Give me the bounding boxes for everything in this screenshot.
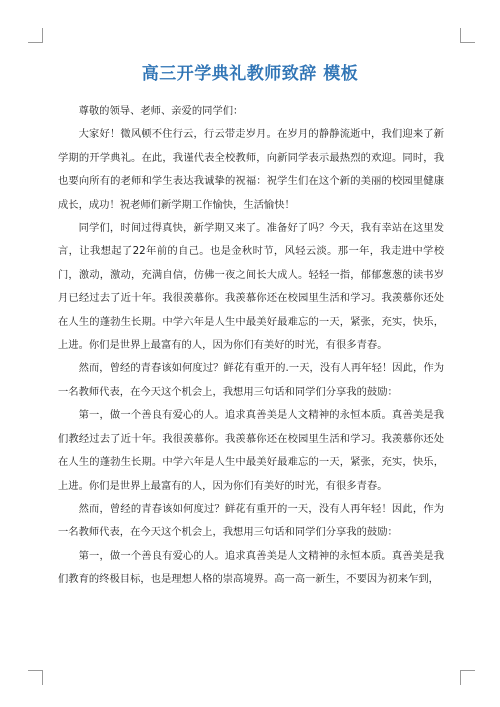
document-body [58, 100, 444, 592]
crop-mark-bottom-left [28, 670, 43, 685]
crop-mark-top-left [28, 28, 43, 43]
document-title: 高三开学典礼教师致辞 模板 [141, 64, 359, 84]
first-point-paragraph-repeat: 第一，做一个善良有爱心的人。追求真善美是人文精神的永恒本质。真善美是我们教育的终极目标，也是理想人格的崇高境界。高一高一新生，不要因为初来乍到， [58, 549, 444, 586]
greeting-paragraph: 大家好！微风顿不住行云，行云带走岁月。在岁月的静静流逝中，我们迎来了新学期的开学典礼。在此，我谨代表全校教师，向新同学表示最热烈的欢迎。同时，我也要向所有的老师和学生表达我诚挚的祝福：祝学生们在这个新的美丽的校园里健康成长，成功！祝老师们新学期工作愉快，生活愉快！ [58, 128, 444, 211]
transition-paragraph: 然而，曾经的青春该如何度过？鲜花有重开的.一天，没有人再年轻！因此，作为一名教师代表，在今天这个机会上，我想用三句话和同学们分享我的鼓励： [58, 362, 444, 398]
reflection-paragraph: 同学们，时间过得真快，新学期又来了。准备好了吗？今天，我有幸站在这里发言，让我想起了22年前的自己。也是金秋时节，风轻云淡。那一年，我走进中学校门，激动，激动，充满自信，仿佛一夜之间长大成人。轻轻一指，郁郁葱葱的读书岁月已经过去了近十年。我很羡慕你。我羡慕你还在校园里生活和学习。我羡慕你还处在人生的蓬勃生长期。中学六年是人生中最美好最难忘的一天，紧张，充实，快乐，上进。你们是世界上最富有的人，因为你们有美好的时光，有很多青春。 [58, 222, 444, 352]
salutation-paragraph: 尊敬的领导、老师、亲爱的同学们： [78, 105, 244, 117]
first-point-paragraph: 第一，做一个善良有爱心的人。追求真善美是人文精神的永恒本质。真善美是我们教经过去了近十年。我很羡慕你。我羡慕你还在校园里生活和学习。我羡慕你还处在人生的蓬勃生长期。中学六年是人生中最美好最难忘的一天，紧张，充实，快乐，上进。你们是世界上最富有的人，因为你们有美好的时光，有很多青春。 [58, 409, 444, 492]
crop-mark-top-right [460, 28, 475, 43]
transition-paragraph-repeat: 然而，曾经的青春该如何度过？鲜花有重开的一天，没有人再年轻！因此，作为一名教师代表，在今天这个机会上，我想用三句话和同学们分享我的鼓励： [58, 502, 444, 539]
crop-mark-bottom-right [460, 670, 475, 685]
